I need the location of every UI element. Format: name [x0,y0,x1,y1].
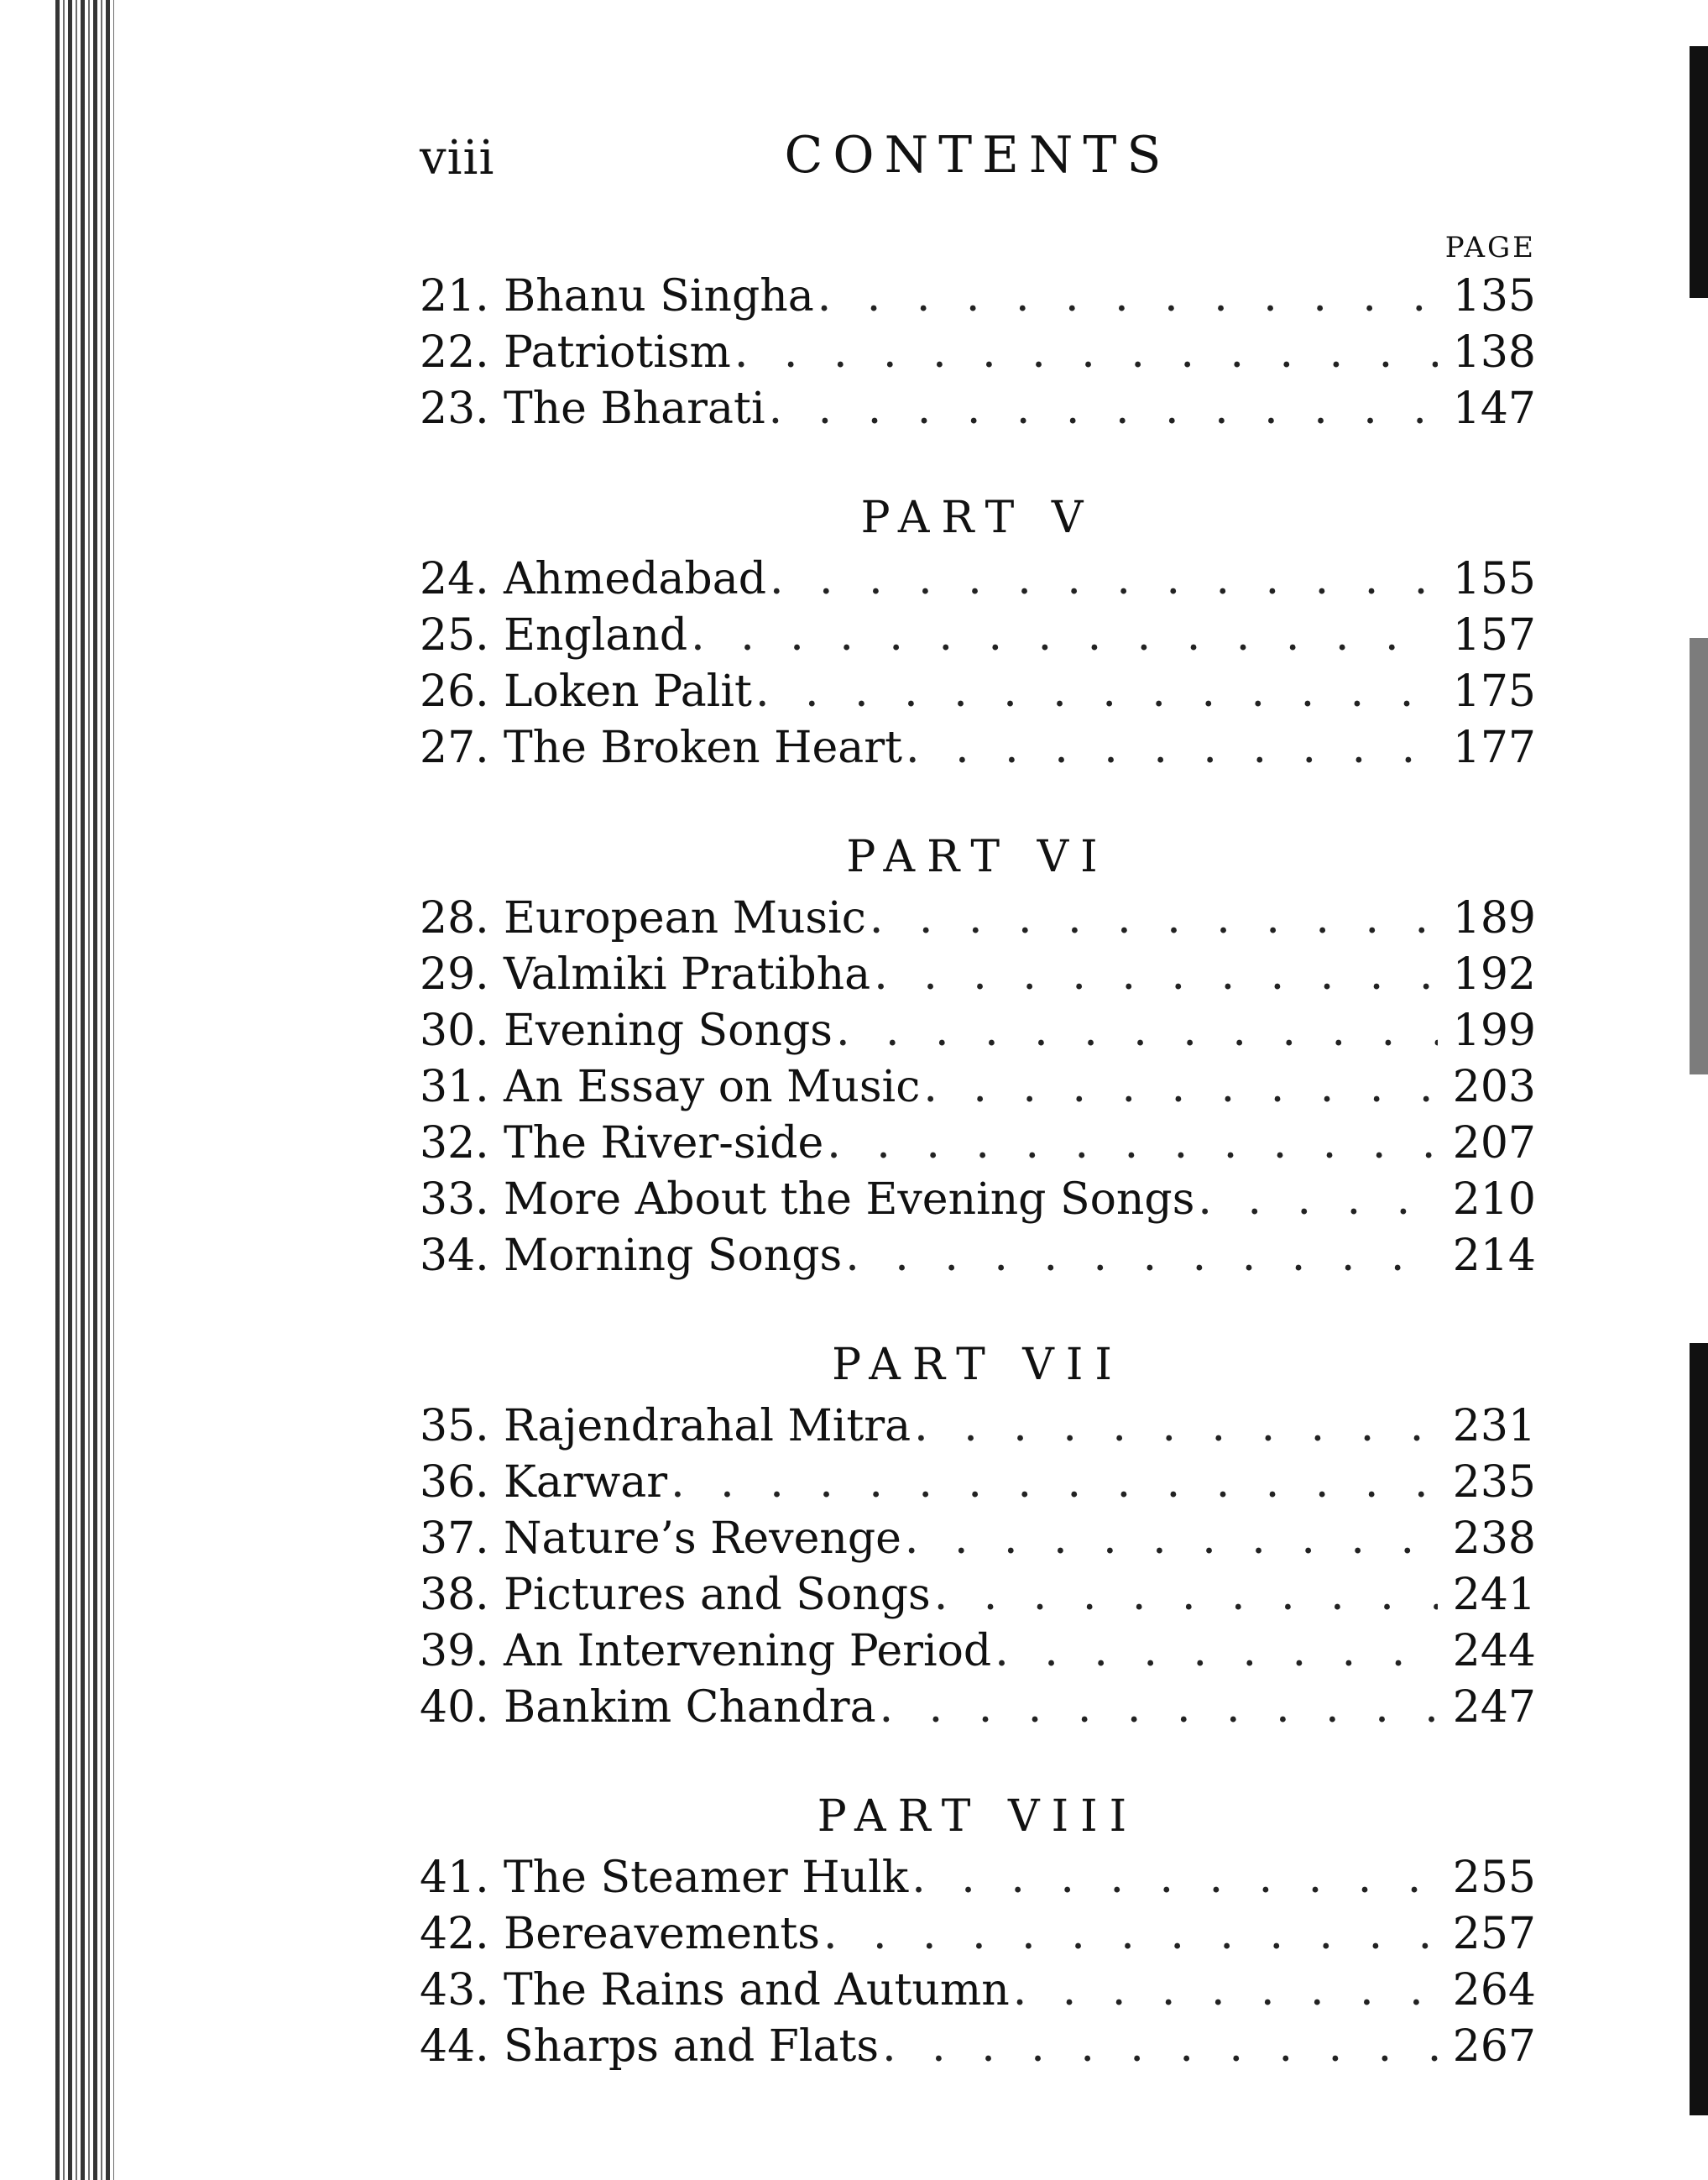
chapter-title: Karwar [504,1457,668,1508]
toc-entry[interactable] [420,1059,1536,1116]
dot-leader [914,1398,1438,1455]
chapter-title: The River-side [504,1118,824,1168]
chapter-number: 30. [420,1006,489,1056]
chapter-page: 267 [1452,2021,1536,2072]
chapter-title: More About the Evening Songs [504,1174,1195,1225]
toc-entry[interactable] [420,947,1536,1003]
chapter-number: 26. [420,667,489,717]
toc-entry[interactable] [420,1680,1536,1736]
toc-entry[interactable] [420,325,1536,381]
dot-leader [905,1511,1438,1567]
dot-leader [770,552,1438,608]
chapter-page: 135 [1452,271,1536,322]
chapter-number: 39. [420,1626,489,1676]
chapter-number: 42. [420,1909,489,1959]
chapter-number: 36. [420,1457,489,1508]
chapter-number: 27. [420,723,489,773]
chapter-title: Pictures and Songs [504,1570,931,1620]
chapter-title: The Broken Heart [504,723,903,773]
chapter-number: 28. [420,893,489,944]
page-title: CONTENTS [784,126,1172,185]
toc-list-part-viii [420,1850,1536,2075]
chapter-number: 35. [420,1401,489,1451]
chapter-page: 177 [1452,723,1536,773]
dot-leader [691,608,1438,664]
page-header [420,126,1536,227]
chapter-number: 24. [420,554,489,604]
chapter-title: Nature’s Revenge [504,1513,901,1564]
chapter-title: Bhanu Singha [504,271,814,322]
chapter-title: The Steamer Hulk [504,1853,909,1903]
toc-entry[interactable] [420,1172,1536,1228]
page-edge-shadow [1690,46,1708,298]
dot-leader [874,947,1438,1003]
chapter-number: 41. [420,1853,489,1903]
chapter-page: 231 [1452,1401,1536,1451]
toc-list-intro [420,269,1536,437]
chapter-page: 247 [1452,1682,1536,1733]
part-heading: PART VI [846,832,1110,882]
chapter-number: 29. [420,949,489,1000]
dot-leader [671,1455,1438,1511]
chapter-title: Ahmedabad [504,554,766,604]
chapter-title: Bankim Chandra [504,1682,876,1733]
dot-leader [823,1906,1438,1963]
toc-entry[interactable] [420,1963,1536,2019]
dot-leader [906,720,1438,776]
dot-leader [870,891,1438,947]
toc-entry[interactable] [420,1850,1536,1906]
part-heading: PART V [860,493,1095,543]
chapter-page: 157 [1452,610,1536,661]
toc-entry[interactable] [420,720,1536,776]
toc-entry[interactable] [420,1511,1536,1567]
toc-entry[interactable] [420,381,1536,437]
dot-leader [817,269,1438,325]
toc-list-part-vi [420,891,1536,1284]
toc-entry[interactable] [420,1228,1536,1284]
book-spine-shadow [55,0,114,2180]
toc-entry[interactable] [420,891,1536,947]
toc-entry[interactable] [420,1455,1536,1511]
dot-leader [769,381,1438,437]
toc-list-part-vii [420,1398,1536,1736]
chapter-page: 257 [1452,1909,1536,1959]
part-heading: PART VIII [817,1791,1139,1842]
toc-entry[interactable] [420,608,1536,664]
chapter-title: Patriotism [504,327,731,378]
chapter-title: England [504,610,688,661]
chapter-page: 235 [1452,1457,1536,1508]
chapter-title: Loken Palit [504,667,752,717]
toc-entry[interactable] [420,552,1536,608]
chapter-page: 244 [1452,1626,1536,1676]
dot-leader [880,1680,1438,1736]
toc-entry[interactable] [420,1116,1536,1172]
chapter-number: 25. [420,610,489,661]
chapter-number: 40. [420,1682,489,1733]
page-edge-shadow [1690,638,1708,1074]
chapter-page: 241 [1452,1570,1536,1620]
chapter-page: 264 [1452,1965,1536,2015]
dot-leader [755,664,1438,720]
chapter-title: An Essay on Music [504,1062,921,1112]
chapter-title: The Bharati [504,384,765,434]
chapter-page: 138 [1452,327,1536,378]
chapter-number: 37. [420,1513,489,1564]
dot-leader [827,1116,1438,1172]
chapter-title: European Music [504,893,866,944]
chapter-page: 210 [1452,1174,1536,1225]
chapter-title: Rajendrahal Mitra [504,1401,911,1451]
chapter-number: 34. [420,1231,489,1281]
chapter-number: 33. [420,1174,489,1225]
chapter-title: The Rains and Autumn [504,1965,1010,2015]
chapter-title: Sharps and Flats [504,2021,880,2072]
chapter-page: 207 [1452,1118,1536,1168]
chapter-number: 23. [420,384,489,434]
toc-entry[interactable] [420,269,1536,325]
dot-leader [845,1228,1438,1284]
chapter-number: 43. [420,1965,489,2015]
chapter-page: 192 [1452,949,1536,1000]
part-heading: PART VII [832,1340,1124,1390]
toc-entry[interactable] [420,2019,1536,2075]
page-number: viii [420,131,495,186]
chapter-page: 255 [1452,1853,1536,1903]
page-edge-shadow [1690,1343,1708,2115]
toc-entry[interactable] [420,1623,1536,1680]
chapter-number: 38. [420,1570,489,1620]
page-column-label: PAGE [1444,231,1536,264]
dot-leader [911,1850,1438,1906]
chapter-number: 44. [420,2021,489,2072]
chapter-number: 32. [420,1118,489,1168]
dot-leader [923,1059,1437,1116]
dot-leader [836,1003,1438,1059]
chapter-number: 22. [420,327,489,378]
chapter-number: 21. [420,271,489,322]
chapter-title: Morning Songs [504,1231,843,1281]
chapter-page: 155 [1452,554,1536,604]
dot-leader [995,1623,1438,1680]
chapter-title: An Intervening Period [504,1626,992,1676]
toc-entry[interactable] [420,1003,1536,1059]
chapter-page: 147 [1452,384,1536,434]
contents-page [420,126,1536,2075]
chapter-title: Bereavements [504,1909,820,1959]
toc-entry[interactable] [420,1567,1536,1623]
toc-list-part-v [420,552,1536,776]
chapter-page: 214 [1452,1231,1536,1281]
chapter-title: Valmiki Pratibha [504,949,871,1000]
chapter-page: 238 [1452,1513,1536,1564]
chapter-page: 189 [1452,893,1536,944]
toc-entry[interactable] [420,664,1536,720]
chapter-page: 199 [1452,1006,1536,1056]
dot-leader [1198,1172,1437,1228]
dot-leader [882,2019,1438,2075]
dot-leader [934,1567,1438,1623]
chapter-page: 203 [1452,1062,1536,1112]
chapter-page: 175 [1452,667,1536,717]
chapter-title: Evening Songs [504,1006,833,1056]
chapter-number: 31. [420,1062,489,1112]
toc-entry[interactable] [420,1906,1536,1963]
dot-leader [734,325,1438,381]
dot-leader [1013,1963,1438,2019]
toc-entry[interactable] [420,1398,1536,1455]
